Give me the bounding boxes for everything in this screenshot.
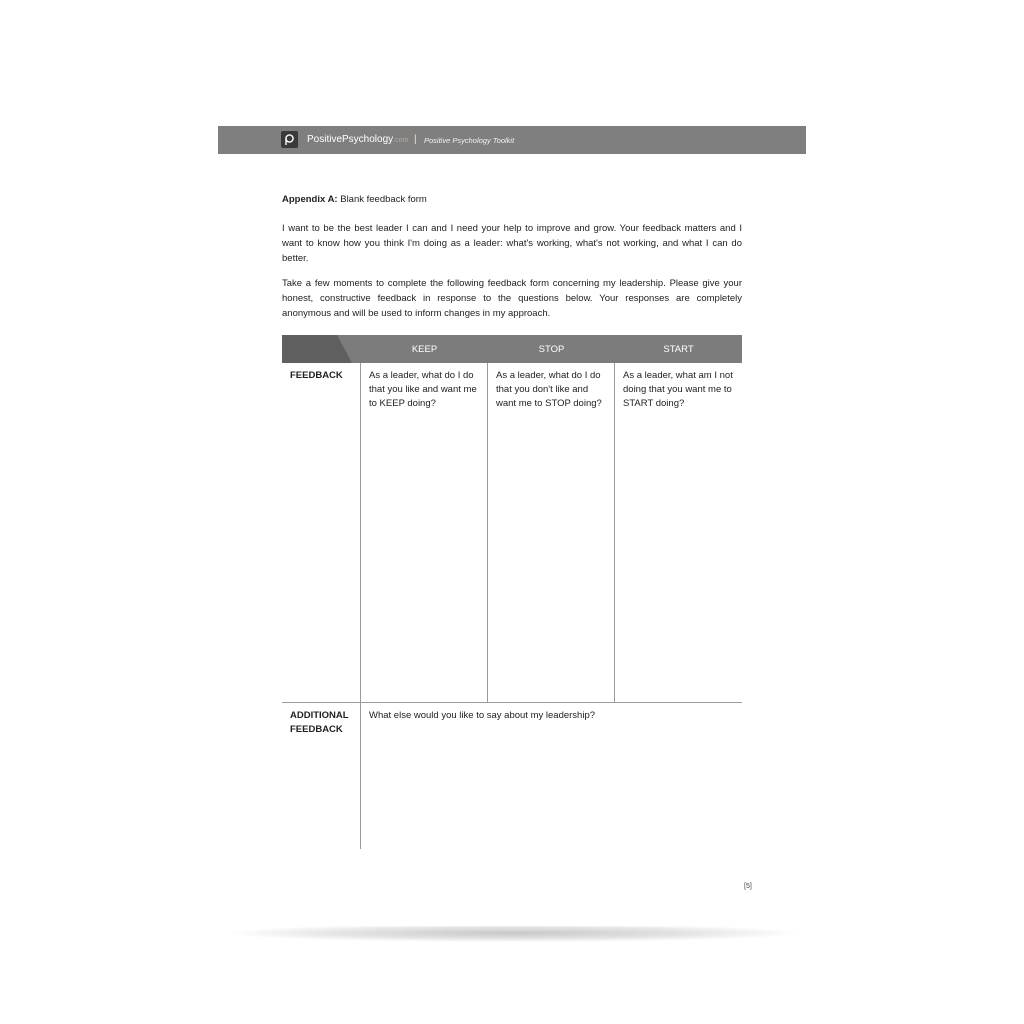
table-header-corner — [282, 335, 352, 363]
header-bar — [218, 126, 806, 154]
p-logo-icon — [283, 133, 296, 146]
keep-cell-prompt: As a leader, what do I do that you like and want me to KEEP doing? — [369, 370, 477, 409]
table-divider-stop-start — [614, 363, 615, 703]
brand-suffix: .com — [393, 137, 409, 144]
row-label-additional-line1: ADDITIONAL — [290, 710, 349, 721]
appendix-title: Blank feedback form — [337, 194, 427, 205]
toolkit-title: Positive Psychology Toolkit — [424, 136, 515, 145]
table-header-row — [282, 335, 742, 363]
table-divider-keep-stop — [487, 363, 488, 703]
table-divider-label-column — [360, 363, 361, 849]
row-label-feedback: FEEDBACK — [290, 370, 343, 381]
table-row-divider — [282, 702, 742, 703]
page-number: [5] — [744, 883, 752, 890]
column-header-stop: STOP — [538, 344, 565, 355]
page-shadow — [230, 924, 796, 942]
additional-feedback-prompt: What else would you like to say about my leadership? — [369, 710, 596, 721]
column-header-keep: KEEP — [411, 344, 438, 355]
column-header-start: START — [663, 344, 694, 355]
brand-name — [307, 134, 408, 145]
stop-cell-prompt: As a leader, what do I do that you don't like and want me to STOP doing? — [496, 370, 602, 409]
row-label-additional-feedback — [290, 709, 349, 737]
header-separator: | — [414, 134, 417, 145]
brand-name-text: PositivePsychology — [307, 134, 394, 145]
brand-logo-icon — [281, 131, 298, 148]
start-cell-prompt: As a leader, what am I not doing that you want me to START doing? — [623, 370, 733, 409]
appendix-heading — [282, 194, 427, 205]
intro-paragraph-1: I want to be the best leader I can and I need your help to improve and grow. Your feedback matters and I want to know how you think I'm doing as a leader: what's working, what's not working, and what I can do better. — [282, 223, 742, 264]
intro-paragraph-2: Take a few moments to complete the following feedback form concerning my leadership. Please give your honest, constructive feedback in response to the questions below. Your responses are completely anonymous and will be used to inform changes in my approach. — [282, 278, 742, 319]
appendix-label: Appendix A: — [282, 194, 338, 205]
document-page — [218, 126, 806, 926]
row-label-additional-line2: FEEDBACK — [290, 724, 343, 735]
